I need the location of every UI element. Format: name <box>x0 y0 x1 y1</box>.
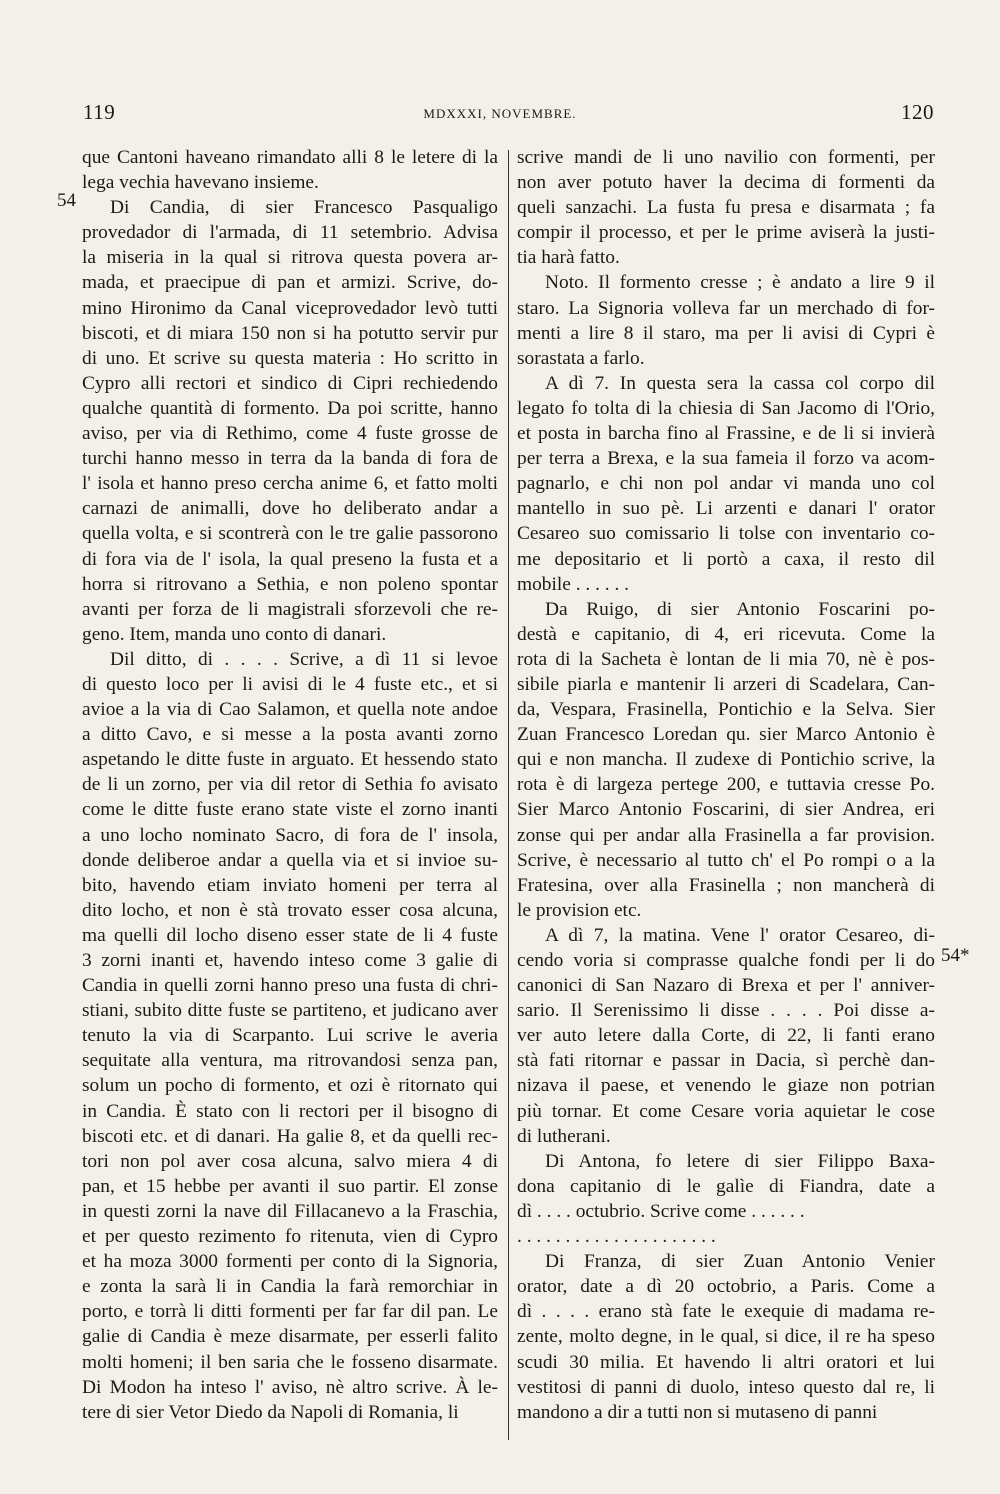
text-line: legato fo tolta di la chiesia di San Jacomo di l'Orio, <box>517 397 935 419</box>
text-line: qui e non mancha. Il zudexe di Pontichio scrive, la <box>517 749 935 771</box>
text-line: sibile piarla e mantenir li arzeri di Scadelara, Can- <box>517 673 935 695</box>
text-line: . . . . . . . . . . . . . . . . . . . . . <box>517 1226 716 1248</box>
text-line: tenuto la via di Scarpanto. Lui scrive le averia <box>82 1025 498 1047</box>
text-line: da, Vespara, Frasinella, Pontichio e la Selva. Sier <box>517 699 935 721</box>
text-line: pan, et 15 hebbe per avanti il suo partir. El zonse <box>82 1175 498 1197</box>
text-line: avanti per forza de li magistrali sforzevoli che re- <box>82 598 498 620</box>
running-title: MDXXXI, NOVEMBRE. <box>423 106 577 121</box>
text-line: per terra a Brexa, e la sua fameia il forzo va acom- <box>517 448 935 470</box>
text-line: in questi zorni la nave dil Fillacanevo a la Fraschia, <box>82 1200 498 1222</box>
text-line: rota è di largeza pertege 200, e tuttavia cresse Po. <box>517 774 935 796</box>
text-line: et ha moza 3000 formenti per conto di la Signoria, <box>82 1251 498 1273</box>
text-line: a uno locho nominato Sacro, di fora de l' insola, <box>82 824 498 846</box>
text-line: Cesareo suo comissario li tolse con inventario co- <box>517 523 935 545</box>
text-line: menti a lire 8 il staro, ma per li avisi di Cypri è <box>517 322 935 344</box>
text-line: provedador di l'armada, di 11 setembrio. Advisa <box>82 222 498 244</box>
text-line: carnazi de animalli, dove ho deliberato andar a <box>82 498 498 520</box>
text-line: Candia in quelli zorni hanno preso una fusta di chri- <box>82 975 498 997</box>
text-line: destà e capitanio, di 4, eri ricevuta. Come la <box>517 623 935 645</box>
text-line: porto, e torrà li ditti formenti per far far dil pan. Le <box>82 1301 498 1323</box>
text-line: Di Modon ha inteso l' aviso, nè altro scrive. À le- <box>82 1376 498 1398</box>
text-line: stiani, subito ditte fuste se partiteno, et judicano aver <box>82 1000 498 1022</box>
text-line: non aver potuto haver la decima di formenti da <box>517 172 935 194</box>
text-line: nizava il paese, et venendo le giaze non potrian <box>517 1075 935 1097</box>
text-line: sequitate alla ventura, ma ritrovandosi senza pan, <box>82 1050 498 1072</box>
text-line: dì . . . . erano stà fate le exequie di madama re- <box>517 1301 935 1323</box>
text-line: solum un pocho di formento, et ozi è ritornato qui <box>82 1075 498 1097</box>
text-line: Fratesina, over alla Frasinella ; non mancherà di <box>517 874 935 896</box>
text-line: et per questo rezimento fo ritenuta, vien di Cypro <box>82 1226 498 1248</box>
column-divider <box>508 150 509 1440</box>
text-line: qualche quantità di formento. Da poi scritte, hanno <box>82 397 498 419</box>
text-line: orator, date a dì 20 octobrio, a Paris. Come a <box>517 1276 935 1298</box>
text-line: biscoti etc. et di danari. Ha galie 8, et da quelli rec- <box>82 1125 498 1147</box>
text-line: Cypro alli rectori et sindico di Cipri rechiedendo <box>82 372 498 394</box>
text-line: Sier Marco Antonio Foscarini, di sier Andrea, eri <box>517 799 935 821</box>
text-line: scrive mandi de li uno navilio con formenti, per <box>517 147 935 168</box>
text-line: et posta in barcha fino al Frassine, e de li si invierà <box>517 423 935 445</box>
text-line: tere di sier Vetor Diedo da Napoli di Romania, li <box>82 1401 459 1423</box>
text-line: la miseria in la qual si ritrova questa povera ar- <box>82 247 498 269</box>
text-line: staro. La Signoria volleva far un merchado di for- <box>517 297 935 319</box>
text-line: l' isola et hanno preso cercha anime 6, et fatto molti <box>82 473 498 495</box>
text-line: ver auto letere dalla Corte, di 22, li fanti erano <box>517 1025 935 1047</box>
text-line: compir il processo, et per le prime aviserà la justi- <box>517 222 935 244</box>
text-line: in Candia. È stato con li rectori per il bisogno di <box>82 1100 498 1122</box>
text-line: canonici di San Nazaro di Brexa et per l' anniver- <box>517 975 935 997</box>
text-line: galie di Candia è meze disarmate, per esserli falito <box>82 1326 498 1348</box>
text-line: que Cantoni haveano rimandato alli 8 le letere di la <box>82 147 498 168</box>
text-line: più tornar. Et come Cesare voria aquietar le cose <box>517 1100 935 1122</box>
text-line: zonse qui per andar alla Frasinella a far provision. <box>517 824 935 846</box>
text-line: avioe a la via di Cao Salamon, et quella note andoe <box>82 699 498 721</box>
text-line: Zuan Francesco Loredan qu. sier Marco Antonio è <box>517 724 935 746</box>
text-column-right <box>517 145 935 1425</box>
text-line: mino Hironimo da Canal viceprovedador levò tutti <box>82 297 498 319</box>
text-line: Scrive, è necessario al tutto ch' el Po rompi o a la <box>517 849 935 871</box>
text-line: horra si ritrovano a Sethia, e non poleno spontar <box>82 573 498 595</box>
margin-note-left: 54 <box>57 190 76 211</box>
text-line: de li un zorno, per via dil retor di Sethia fo avisato <box>82 774 498 796</box>
text-line: rota di la Sacheta è lontan de li mia 70, nè è pos- <box>517 648 935 670</box>
text-line: scudi 30 milia. Et havendo li altri oratori et lui <box>517 1351 935 1373</box>
text-line: Di Candia, di sier Francesco Pasqualigo <box>110 197 498 219</box>
page-header <box>60 100 940 130</box>
text-line: A dì 7. In questa sera la cassa col corpo dil <box>545 372 935 394</box>
text-line: pagnarlo, e chi non pol andar vi manda uno col <box>517 473 935 495</box>
text-line: vestitosi di panni di duolo, inteso questo dal re, li <box>517 1376 935 1398</box>
text-line: bito, havendo etiam inviato homeni per terra al <box>82 874 498 896</box>
text-line: mantello in suo pè. Li arzenti e danari l' orator <box>517 498 935 520</box>
text-line: lega vechia havevano insieme. <box>82 172 319 194</box>
text-line: dona capitanio di le galìe di Fiandra, date a <box>517 1175 935 1197</box>
text-column-left <box>82 145 498 1425</box>
page-number-left: 119 <box>83 100 116 124</box>
text-line: dì . . . . octubrio. Scrive come . . . . . . <box>517 1200 805 1222</box>
text-line: Dil ditto, di . . . . Scrive, a dì 11 si levoe <box>110 648 498 670</box>
text-line: Noto. Il formento cresse ; è andato a lire 9 il <box>545 272 935 294</box>
text-line: di lutherani. <box>517 1125 611 1147</box>
text-line: me depositario et li portò a caxa, il resto dil <box>517 548 935 570</box>
text-line: Di Franza, di sier Zuan Antonio Venier <box>545 1251 935 1273</box>
text-line: aviso, per via di Rethimo, come 4 fuste grosse de <box>82 423 498 445</box>
text-line: turchi hanno messo in terra da la banda di fora de <box>82 448 498 470</box>
text-line: Da Ruigo, di sier Antonio Foscarini po- <box>545 598 935 620</box>
text-line: dito locho, et non è stà trovato esser cosa alcuna, <box>82 899 498 921</box>
text-line: Di Antona, fo letere di sier Filippo Baxa- <box>545 1150 935 1172</box>
text-line: tori non pol aver cosa alcuna, salvo miera 4 di <box>82 1150 498 1172</box>
text-line: A dì 7, la matina. Vene l' orator Cesareo, di- <box>545 924 935 946</box>
text-line: come le ditte fuste erano state viste el zorno inanti <box>82 799 498 821</box>
text-line: donde deliberoe andar a quella via et si invioe su- <box>82 849 498 871</box>
text-line: di questo loco per li avisi di le 4 fuste etc., et si <box>82 673 498 695</box>
text-line: di uno. Et scrive su questa materia : Ho scritto in <box>82 347 498 369</box>
page-number-right: 120 <box>901 100 934 124</box>
text-line: di fora via de l' isola, la qual preseno la fusta et a <box>82 548 498 570</box>
text-line: mandono a dir a tutti non si mutaseno di panni <box>517 1401 878 1423</box>
text-line: stà fati ritornar e passar in Dacia, sì perchè dan- <box>517 1050 935 1072</box>
text-line: sorastata a farlo. <box>517 347 645 369</box>
text-line: ma quelli dil locho diseno esser state de li 4 fuste <box>82 924 498 946</box>
text-line: le provision etc. <box>517 899 642 921</box>
text-line: quella volta, e si scontrerà con le tre galie passorono <box>82 523 498 545</box>
margin-note-right: 54* <box>941 945 970 966</box>
text-line: sario. Il Serenissimo li disse . . . . Poi disse a- <box>517 1000 935 1022</box>
text-line: zente, molto degne, in le qual, si dice, il re ha speso <box>517 1326 935 1348</box>
text-line: 3 zorni inanti et, havendo inteso come 3 galie di <box>82 950 498 971</box>
text-line: mobile . . . . . . <box>517 573 630 595</box>
text-line: e zonta la sarà li in Candia la farà remorchiar in <box>82 1276 498 1298</box>
text-line: tia harà fatto. <box>517 247 620 269</box>
text-line: cendo voria si comprasse qualche fondi per li do <box>517 950 935 971</box>
text-line: mada, et praecipue di pan et armizi. Scrive, do- <box>82 272 498 294</box>
text-line: biscoti, et di miara 150 non si ha potutto servir pur <box>82 322 498 344</box>
text-line: a ditto Cavo, e si messe a la posta avanti zorno <box>82 724 498 746</box>
text-line: queli sanzachi. La fusta fu presa e disarmata ; fa <box>517 197 935 219</box>
text-line: aspetando le ditte fuste in arguato. Et hessendo stato <box>82 749 498 771</box>
text-line: geno. Item, manda uno conto di danari. <box>82 623 387 645</box>
text-line: molti homeni; il ben saria che le fosseno disarmate. <box>82 1351 498 1373</box>
